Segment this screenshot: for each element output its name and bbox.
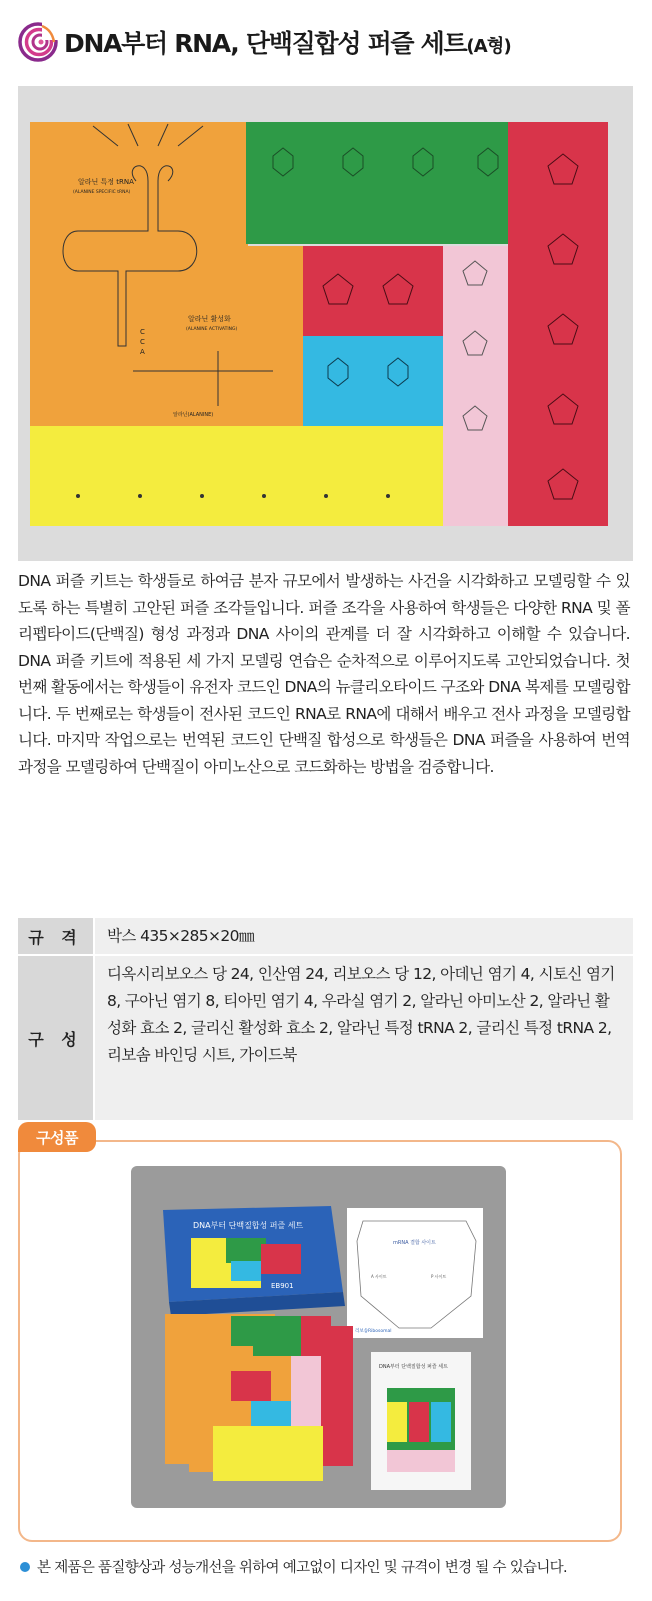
disclaimer-text: 본 제품은 품질향상과 성능개선을 위하여 예고없이 디자인 및 규격이 변경 될 수 있습니다. bbox=[37, 1560, 567, 1576]
page-title-suffix: (A형) bbox=[466, 36, 511, 57]
components-tab-label: 구성품 bbox=[18, 1122, 96, 1152]
page-title bbox=[64, 24, 511, 60]
page-title-main: DNA부터 RNA, 단백질합성 퍼즐 세트 bbox=[64, 29, 467, 58]
sheet-a-site: A 사이트 bbox=[371, 1274, 387, 1279]
box-code: EB901 bbox=[271, 1282, 294, 1290]
box-title: DNA부터 단백질합성 퍼즐 세트 bbox=[193, 1221, 304, 1230]
yellow-enzyme-piece bbox=[30, 426, 443, 526]
bullet-icon bbox=[20, 1562, 30, 1572]
product-photo bbox=[18, 86, 633, 561]
puzzle-illustration bbox=[18, 86, 633, 561]
guide-title: DNA부터 단백질합성 퍼즐 세트 bbox=[379, 1364, 448, 1370]
spec-row-contents bbox=[18, 956, 633, 1120]
amino-label: 알라닌(ALANINE) bbox=[173, 412, 214, 418]
components-photo bbox=[131, 1166, 506, 1508]
green-dna-piece bbox=[246, 122, 508, 244]
disclaimer-notice bbox=[20, 1556, 567, 1577]
guide-book bbox=[371, 1352, 471, 1490]
product-description: DNA 퍼즐 키트는 학생들로 하여금 분자 규모에서 발생하는 사건을 시각화하고 모델링할 수 있도록 하는 특별히 고안된 퍼즐 조각들입니다. 퍼즐 조각을 사용하여 학생들은 다양한 RNA 및 폴리펩타이드(단백질) 형성 과정과 DNA 사이의 관계를 더 잘 시각화하고 이해할 수 있습니다. DNA 퍼즐 키트에 적용된 세 가지 모델링 연습은 순차적으로 이루어지도록 고안되었습니다. 첫 번째 활동에서는 학생들이 유전자 코드인 DNA의 뉴클리오타이드 구조와 DNA 복제를 모델링합니다. 두 번째로는 학생들이 전사된 코드인 RNA로 RNA에 대해서 배우고 전사 과정을 모델링합니다. 마지막 작업으로는 번역된 코드인 단백질 합성으로 학생들은 DNA 퍼즐을 사용하여 번역 과정을 모델링하여 단백질이 아미노산으로 코드화하는 방법을 검증합니다. bbox=[18, 572, 630, 776]
trna-label-en: (ALANINE SPECIFIC tRNA) bbox=[73, 190, 131, 195]
sheet-brand: 리보솜Ribosomal bbox=[355, 1329, 392, 1334]
cyan-base-piece bbox=[303, 336, 443, 426]
product-box bbox=[163, 1206, 345, 1316]
pink-phosphate-piece bbox=[443, 246, 508, 526]
anticodon-3: A bbox=[140, 348, 145, 356]
components-illustration bbox=[131, 1166, 506, 1508]
trna-label-ko: 알라닌 특정 tRNA bbox=[78, 178, 134, 186]
orange-trna-piece bbox=[30, 122, 248, 437]
enzyme-label-en: (ALANINE ACTIVATING) bbox=[186, 327, 238, 332]
spec-row-size bbox=[18, 918, 633, 954]
ribosome-sheet bbox=[347, 1208, 483, 1338]
enzyme-label-ko: 알라닌 활성화 bbox=[188, 315, 231, 323]
spec-contents-value: 디옥시리보오스 당 24, 인산염 24, 리보오스 당 12, 아데닌 염기 4, 시토신 염기 8, 구아닌 염기 8, 티아민 염기 4, 우라실 염기 2, 알라닌 아미노산 2, 알라닌 활성화 효소 2, 글리신 활성화 효소 2, 알라닌 특정 tRNA 2, 글리신 특정 tRNA 2, 리보솜 바인딩 시트, 가이드북 bbox=[95, 956, 633, 1120]
red-ribose-piece bbox=[303, 246, 443, 336]
sheet-p-site: P 사이트 bbox=[431, 1274, 447, 1279]
spec-size-value: 박스 435×285×20㎜ bbox=[95, 918, 633, 954]
sheet-title: mRNA 결합 사이트 bbox=[393, 1240, 436, 1246]
swirl-logo-icon bbox=[18, 22, 58, 62]
spec-contents-label: 구 성 bbox=[18, 956, 93, 1120]
anticodon-2: C bbox=[140, 338, 145, 346]
puzzle-sheets-stack bbox=[165, 1314, 353, 1481]
spec-size-label: 규 격 bbox=[18, 918, 93, 954]
anticodon-1: C bbox=[140, 328, 145, 336]
page-header bbox=[18, 22, 638, 62]
red-sugar-column bbox=[508, 122, 608, 526]
spec-table bbox=[18, 918, 633, 1120]
